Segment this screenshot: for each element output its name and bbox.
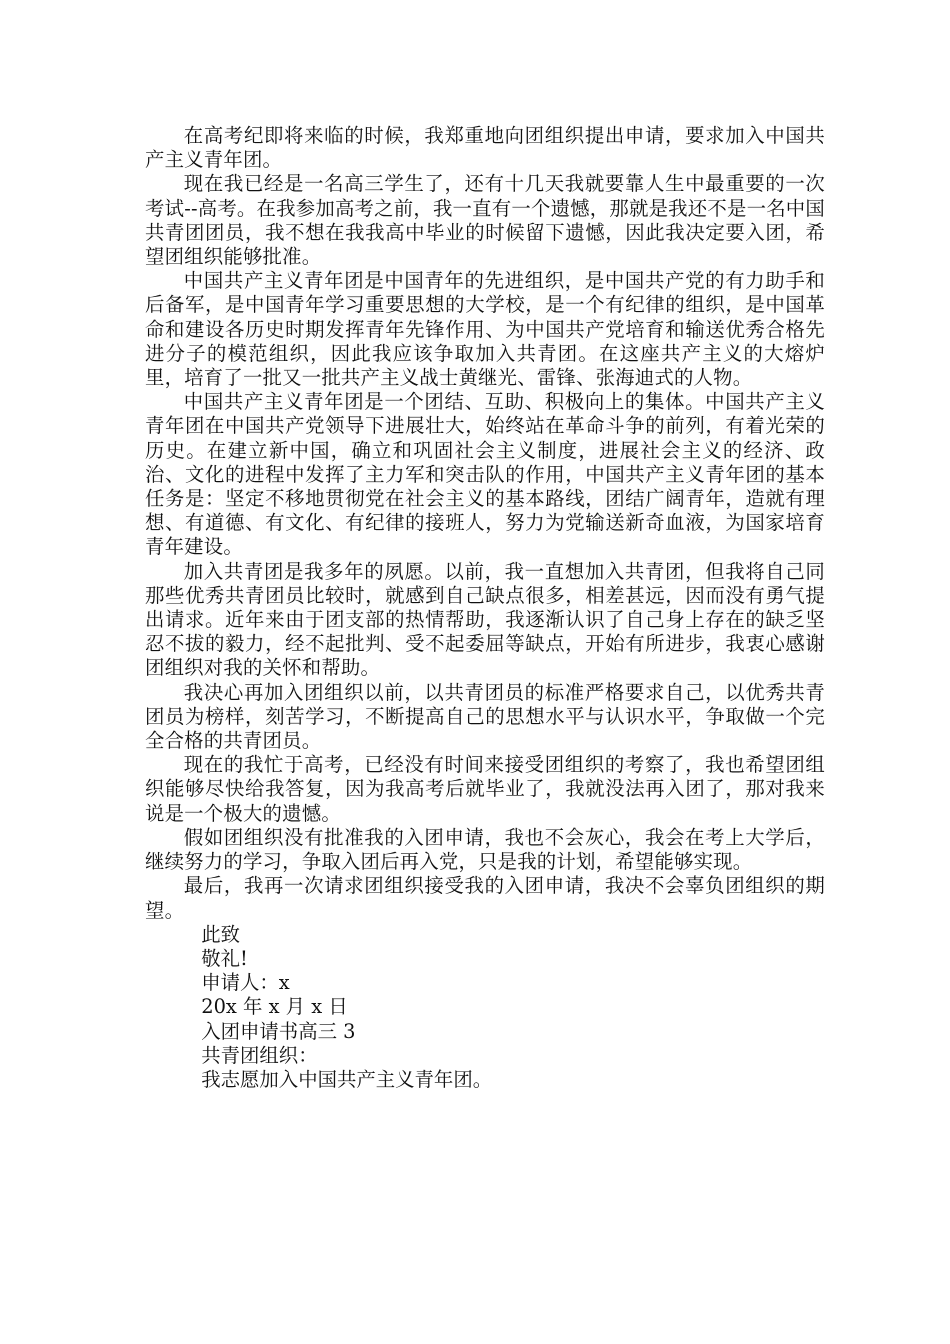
date-line: 20x 年 x 月 x 日	[201, 995, 348, 1019]
opening-line: 我志愿加入中国共产主义青年团。	[201, 1067, 493, 1091]
addressee-line: 共青团组织：	[201, 1043, 318, 1067]
paragraph-9: 最后，我再一次请求团组织接受我的入团申请，我决不会辜负团组织的期望。	[145, 874, 825, 922]
paragraph-5: 加入共青团是我多年的夙愿。以前，我一直想加入共青团，但我将自己同那些优秀共青团员比较时，就感到自己缺点很多，相差甚远，因而没有勇气提出请求。近年来由于团支部的热情帮助，我逐渐认识了自己身上存在的缺乏坚忍不拔的毅力，经不起批判、受不起委屈等缺点，开始有所进步，我衷心感谢团组织对我的关怀和帮助。	[145, 559, 825, 680]
closing-salutation: 此致	[201, 922, 241, 946]
applicant-line: 申请人：x	[201, 971, 290, 995]
closing-regards: 敬礼!	[201, 946, 248, 970]
paragraph-2: 现在我已经是一名高三学生了，还有十几天我就要靠人生中最重要的一次考试--高考。在我参加高考之前，我一直有一个遗憾，那就是我还不是一名中国共青团团员，我不想在我我高中毕业的时候留下遗憾，因此我决定要入团，希望团组织能够批准。	[145, 172, 825, 269]
paragraph-8: 假如团组织没有批准我的入团申请，我也不会灰心，我会在考上大学后，继续努力的学习，争取入团后再入党，只是我的计划，希望能够实现。	[145, 825, 825, 874]
next-document-title: 入团申请书高三 3	[201, 1019, 356, 1043]
paragraph-7: 现在的我忙于高考，已经没有时间来接受团组织的考察了，我也希望团组织能够尽快给我答复，因为我高考后就毕业了，我就没法再入团了，那对我来说是一个极大的遗憾。	[145, 753, 825, 825]
paragraph-4: 中国共产主义青年团是一个团结、互助、积极向上的集体。中国共产主义青年团在中国共产党领导下进展壮大，始终站在革命斗争的前列，有着光荣的历史。在建立新中国，确立和巩固社会主义制度，进展社会主义的经济、政治、文化的进程中发挥了主力军和突击队的作用，中国共产主义青年团的基本任务是：坚定不移地贯彻党在社会主义的基本路线，团结广阔青年，造就有理想、有道德、有文化、有纪律的接班人，努力为党输送新奇血液，为国家培育青年建设。	[145, 390, 825, 559]
paragraph-3: 中国共产主义青年团是中国青年的先进组织，是中国共产党的有力助手和后备军，是中国青年学习重要思想的大学校，是一个有纪律的组织，是中国革命和建设各历史时期发挥青年先锋作用、为中国共产党培育和输送优秀合格先进分子的模范组织，因此我应该争取加入共青团。在这座共产主义的大熔炉里，培育了一批又一批共产主义战士黄继光、雷锋、张海迪式的人物。	[145, 269, 825, 390]
paragraph-1: 在高考纪即将来临的时候，我郑重地向团组织提出申请，要求加入中国共产主义青年团。	[145, 124, 825, 172]
paragraph-6: 我决心再加入团组织以前，以共青团员的标准严格要求自己，以优秀共青团员为榜样，刻苦学习，不断提高自己的思想水平与认识水平，争取做一个完全合格的共青团员。	[145, 680, 825, 753]
document-body	[145, 124, 825, 1092]
